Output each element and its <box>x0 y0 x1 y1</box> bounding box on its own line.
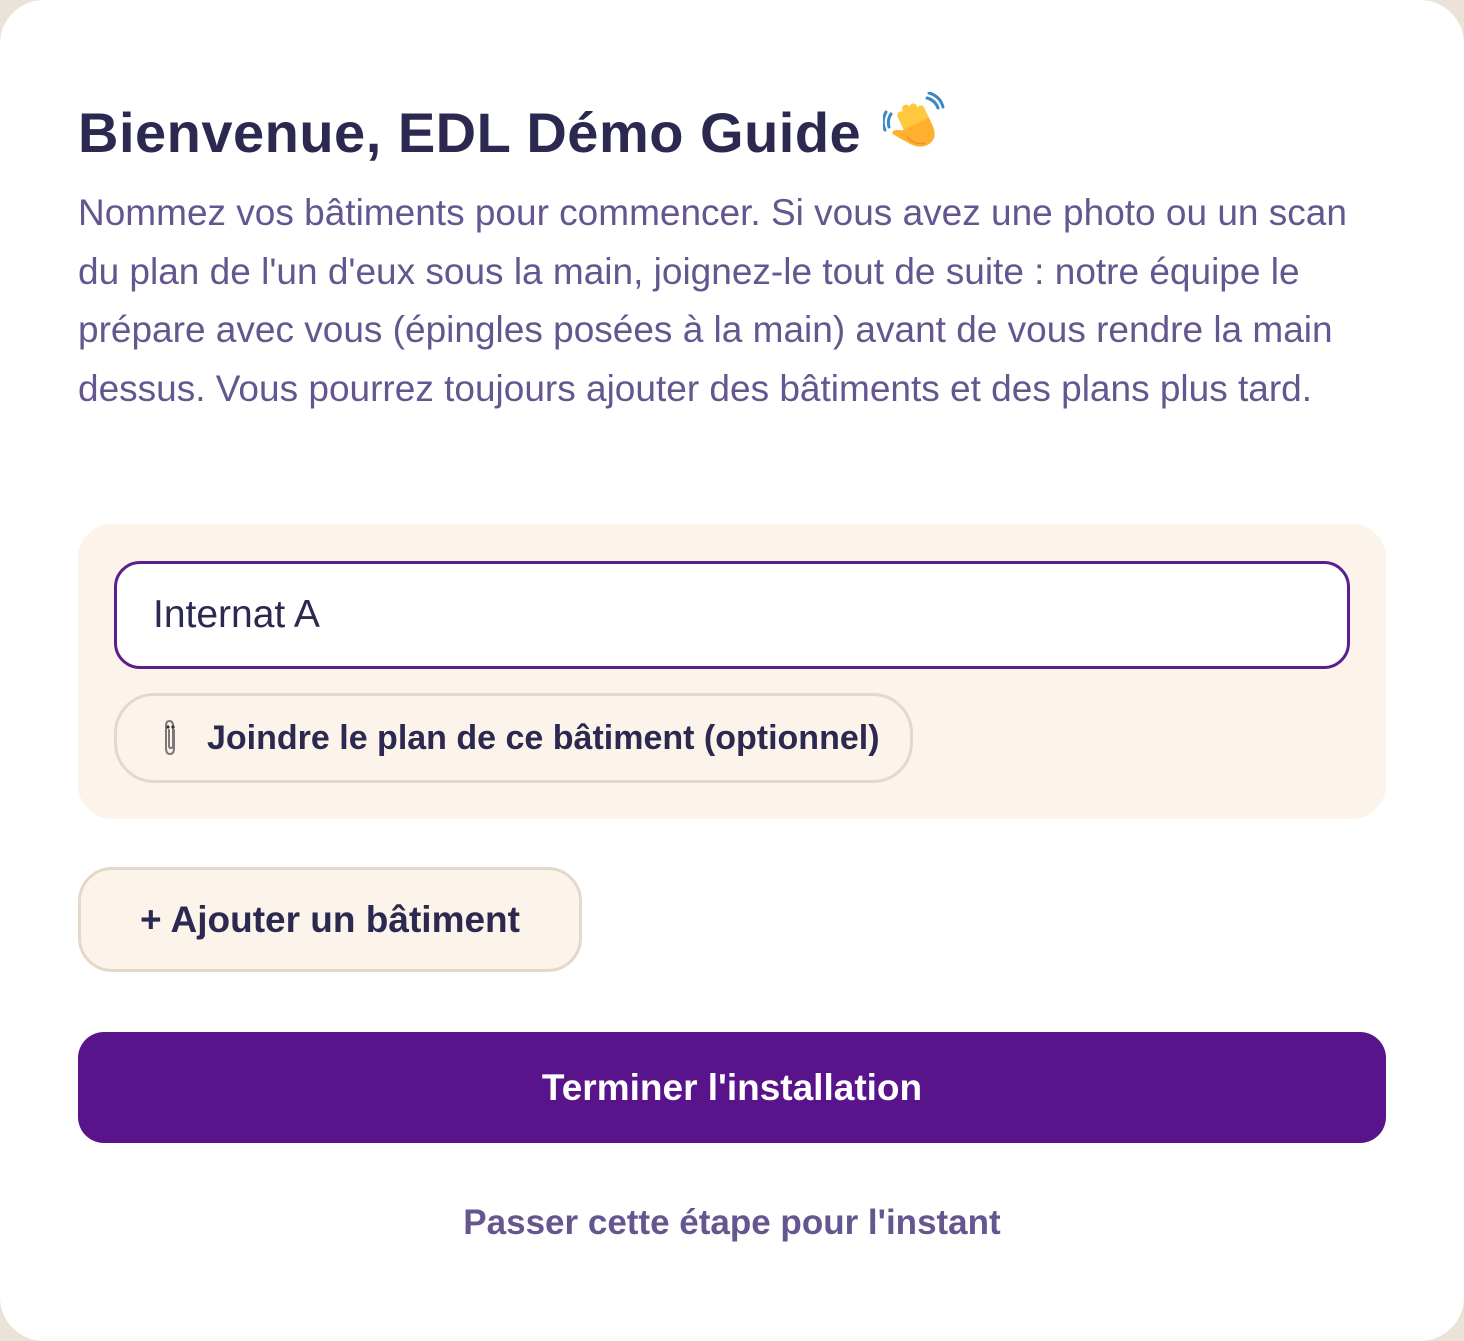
building-name-input[interactable] <box>114 561 1350 669</box>
add-building-label: + Ajouter un bâtiment <box>140 898 520 940</box>
building-entry <box>78 524 1386 819</box>
attach-plan-label: Joindre le plan de ce bâtiment (optionnel) <box>207 718 880 757</box>
finish-setup-button[interactable] <box>78 1032 1386 1143</box>
page-title-text: Bienvenue, EDL Démo Guide <box>78 101 862 164</box>
waving-hand-icon <box>883 92 947 156</box>
skip-step-link[interactable] <box>0 1198 1464 1248</box>
add-building-button[interactable] <box>78 867 582 972</box>
finish-setup-label: Terminer l'installation <box>541 1066 923 1108</box>
paperclip-icon <box>159 718 183 758</box>
attach-plan-button[interactable] <box>114 693 913 783</box>
skip-step-label: Passer cette étape pour l'instant <box>463 1203 1001 1242</box>
page-title <box>78 92 947 169</box>
intro-text: Nommez vos bâtiments pour commencer. Si vous avez une photo ou un scan du plan de l'un d'eux sous la main, joignez-le tout de suite : notre équipe le prépare avec vous (épingles posées à la main) avant de vous rendre la main dessus. Vous pourrez toujours ajouter des bâtiments et des plans plus tard. <box>78 192 1347 409</box>
